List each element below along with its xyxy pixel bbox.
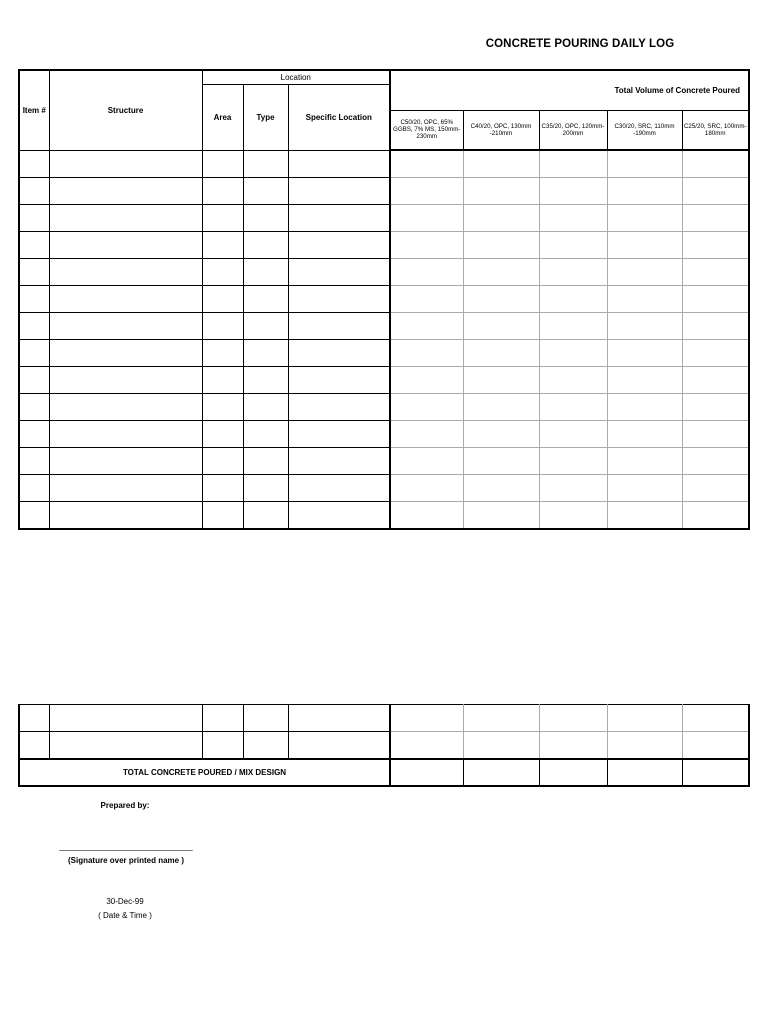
- cell-c35[interactable]: [539, 178, 607, 205]
- table-row: [19, 232, 749, 259]
- table-row: [19, 286, 749, 313]
- cell-specific-location[interactable]: [288, 205, 390, 232]
- cell-c35[interactable]: [539, 232, 607, 259]
- header-mix-c40: C40/20, OPC, 130mm -210mm: [463, 110, 539, 150]
- cell-item[interactable]: [19, 340, 49, 367]
- cell-specific-location[interactable]: [288, 340, 390, 367]
- cell-structure[interactable]: [49, 475, 202, 502]
- cell-c40[interactable]: [463, 313, 539, 340]
- cell-specific-location[interactable]: [288, 367, 390, 394]
- header-specific-location: Specific Location: [288, 84, 390, 150]
- log-rows-bottom: [19, 705, 749, 760]
- cell-c50[interactable]: [390, 705, 463, 732]
- cell-item[interactable]: [19, 232, 49, 259]
- cell-area[interactable]: [202, 394, 243, 421]
- table-row: [19, 205, 749, 232]
- cell-type[interactable]: [243, 367, 288, 394]
- cell-specific-location[interactable]: [288, 421, 390, 448]
- cell-structure[interactable]: [49, 205, 202, 232]
- cell-specific-location[interactable]: [288, 475, 390, 502]
- cell-area[interactable]: [202, 150, 243, 178]
- cell-area[interactable]: [202, 232, 243, 259]
- cell-type[interactable]: [243, 313, 288, 340]
- header-mix-c25: C25/20, SRC, 100mm-180mm: [682, 110, 749, 150]
- cell-c35[interactable]: [539, 475, 607, 502]
- log-table: [18, 69, 750, 530]
- cell-structure[interactable]: [49, 150, 202, 178]
- cell-structure[interactable]: [49, 421, 202, 448]
- cell-c35[interactable]: [539, 421, 607, 448]
- cell-item[interactable]: [19, 286, 49, 313]
- header-mix-c30: C30/20, SRC, 110mm -190mm: [607, 110, 682, 150]
- cell-structure[interactable]: [49, 340, 202, 367]
- table-row: [19, 475, 749, 502]
- cell-item[interactable]: [19, 178, 49, 205]
- cell-c30[interactable]: [607, 259, 682, 286]
- cell-type[interactable]: [243, 448, 288, 475]
- cell-c25[interactable]: [682, 394, 749, 421]
- prepared-by-label: Prepared by:: [100, 801, 150, 810]
- cell-specific-location[interactable]: [288, 705, 390, 732]
- cell-c30[interactable]: [607, 475, 682, 502]
- cell-area[interactable]: [202, 705, 243, 732]
- cell-c50[interactable]: [390, 475, 463, 502]
- cell-c50[interactable]: [390, 286, 463, 313]
- cell-specific-location[interactable]: [288, 448, 390, 475]
- total-cell-c40[interactable]: [463, 759, 539, 786]
- table-row: [19, 367, 749, 394]
- total-cell-c35[interactable]: [539, 759, 607, 786]
- cell-c35[interactable]: [539, 394, 607, 421]
- cell-c40[interactable]: [463, 448, 539, 475]
- table-row: [19, 705, 749, 732]
- cell-type[interactable]: [243, 178, 288, 205]
- cell-item[interactable]: [19, 150, 49, 178]
- cell-specific-location[interactable]: [288, 732, 390, 760]
- cell-c50[interactable]: [390, 232, 463, 259]
- cell-c35[interactable]: [539, 732, 607, 760]
- cell-structure[interactable]: [49, 313, 202, 340]
- header-mix-c50: C50/20, OPC, 65% GGBS, 7% MS, 150mm-230mm: [390, 110, 463, 150]
- cell-item[interactable]: [19, 367, 49, 394]
- cell-type[interactable]: [243, 394, 288, 421]
- cell-c50[interactable]: [390, 394, 463, 421]
- cell-type[interactable]: [243, 502, 288, 530]
- cell-item[interactable]: [19, 732, 49, 760]
- cell-c30[interactable]: [607, 150, 682, 178]
- cell-type[interactable]: [243, 732, 288, 760]
- log-table-bottom: [18, 704, 750, 787]
- cell-structure[interactable]: [49, 367, 202, 394]
- total-cell-c50[interactable]: [390, 759, 463, 786]
- cell-type[interactable]: [243, 286, 288, 313]
- cell-structure[interactable]: [49, 502, 202, 530]
- cell-c40[interactable]: [463, 732, 539, 760]
- cell-c50[interactable]: [390, 150, 463, 178]
- cell-c50[interactable]: [390, 502, 463, 530]
- cell-c25[interactable]: [682, 313, 749, 340]
- cell-c30[interactable]: [607, 340, 682, 367]
- cell-area[interactable]: [202, 205, 243, 232]
- cell-specific-location[interactable]: [288, 150, 390, 178]
- cell-type[interactable]: [243, 421, 288, 448]
- cell-c25[interactable]: [682, 421, 749, 448]
- table-row: [19, 502, 749, 530]
- cell-type[interactable]: [243, 475, 288, 502]
- cell-structure[interactable]: [49, 286, 202, 313]
- cell-structure[interactable]: [49, 448, 202, 475]
- cell-c40[interactable]: [463, 705, 539, 732]
- cell-c25[interactable]: [682, 367, 749, 394]
- cell-specific-location[interactable]: [288, 502, 390, 530]
- cell-c35[interactable]: [539, 313, 607, 340]
- cell-area[interactable]: [202, 286, 243, 313]
- cell-type[interactable]: [243, 705, 288, 732]
- cell-type[interactable]: [243, 340, 288, 367]
- cell-c35[interactable]: [539, 502, 607, 530]
- cell-structure[interactable]: [49, 259, 202, 286]
- cell-structure[interactable]: [49, 178, 202, 205]
- cell-structure[interactable]: [49, 394, 202, 421]
- cell-c40[interactable]: [463, 340, 539, 367]
- cell-c25[interactable]: [682, 705, 749, 732]
- cell-item[interactable]: [19, 313, 49, 340]
- cell-item[interactable]: [19, 475, 49, 502]
- table-row: [19, 150, 749, 178]
- cell-structure[interactable]: [49, 705, 202, 732]
- cell-specific-location[interactable]: [288, 178, 390, 205]
- cell-c30[interactable]: [607, 178, 682, 205]
- cell-c30[interactable]: [607, 313, 682, 340]
- cell-area[interactable]: [202, 475, 243, 502]
- cell-c50[interactable]: [390, 367, 463, 394]
- cell-area[interactable]: [202, 178, 243, 205]
- cell-c40[interactable]: [463, 150, 539, 178]
- cell-c30[interactable]: [607, 367, 682, 394]
- cell-area[interactable]: [202, 367, 243, 394]
- cell-c50[interactable]: [390, 340, 463, 367]
- header-structure: Structure: [49, 70, 202, 150]
- cell-c35[interactable]: [539, 705, 607, 732]
- cell-area[interactable]: [202, 340, 243, 367]
- cell-specific-location[interactable]: [288, 286, 390, 313]
- total-cell-c25[interactable]: [682, 759, 749, 786]
- cell-c40[interactable]: [463, 502, 539, 530]
- cell-c25[interactable]: [682, 178, 749, 205]
- cell-c25[interactable]: [682, 475, 749, 502]
- cell-c35[interactable]: [539, 205, 607, 232]
- cell-c35[interactable]: [539, 259, 607, 286]
- signature-caption: (Signature over printed name ): [67, 856, 185, 865]
- cell-area[interactable]: [202, 259, 243, 286]
- cell-type[interactable]: [243, 259, 288, 286]
- cell-area[interactable]: [202, 313, 243, 340]
- cell-c40[interactable]: [463, 367, 539, 394]
- cell-c50[interactable]: [390, 421, 463, 448]
- table-row: [19, 394, 749, 421]
- cell-c30[interactable]: [607, 286, 682, 313]
- table-row: [19, 340, 749, 367]
- cell-c30[interactable]: [607, 448, 682, 475]
- cell-c40[interactable]: [463, 286, 539, 313]
- cell-c50[interactable]: [390, 732, 463, 760]
- cell-c30[interactable]: [607, 732, 682, 760]
- date-caption: ( Date & Time ): [98, 911, 152, 920]
- cell-structure[interactable]: [49, 232, 202, 259]
- cell-c25[interactable]: [682, 732, 749, 760]
- cell-c30[interactable]: [607, 502, 682, 530]
- cell-c35[interactable]: [539, 150, 607, 178]
- table-row: [19, 421, 749, 448]
- header-item: Item #: [19, 70, 49, 150]
- cell-c35[interactable]: [539, 367, 607, 394]
- cell-c25[interactable]: [682, 448, 749, 475]
- cell-c25[interactable]: [682, 150, 749, 178]
- table-row: [19, 732, 749, 760]
- cell-type[interactable]: [243, 205, 288, 232]
- table-row: [19, 448, 749, 475]
- cell-c25[interactable]: [682, 502, 749, 530]
- cell-c40[interactable]: [463, 421, 539, 448]
- date-value: 30-Dec-99: [106, 897, 144, 906]
- table-row: [19, 259, 749, 286]
- cell-c40[interactable]: [463, 475, 539, 502]
- cell-item[interactable]: [19, 421, 49, 448]
- cell-item[interactable]: [19, 502, 49, 530]
- cell-type[interactable]: [243, 150, 288, 178]
- cell-c30[interactable]: [607, 705, 682, 732]
- cell-item[interactable]: [19, 259, 49, 286]
- total-label: TOTAL CONCRETE POURED / MIX DESIGN: [19, 759, 390, 786]
- cell-specific-location[interactable]: [288, 232, 390, 259]
- cell-c50[interactable]: [390, 259, 463, 286]
- table-row: [19, 178, 749, 205]
- header-total-volume: Total Volume of Concrete Poured: [390, 70, 749, 110]
- total-cell-c30[interactable]: [607, 759, 682, 786]
- cell-area[interactable]: [202, 448, 243, 475]
- cell-c30[interactable]: [607, 421, 682, 448]
- cell-c25[interactable]: [682, 232, 749, 259]
- cell-c50[interactable]: [390, 448, 463, 475]
- cell-structure[interactable]: [49, 732, 202, 760]
- cell-specific-location[interactable]: [288, 259, 390, 286]
- header-area: Area: [202, 84, 243, 150]
- cell-c35[interactable]: [539, 340, 607, 367]
- page-title: CONCRETE POURING DAILY LOG: [485, 38, 675, 50]
- table-row: [19, 313, 749, 340]
- cell-c30[interactable]: [607, 232, 682, 259]
- header-type: Type: [243, 84, 288, 150]
- cell-c40[interactable]: [463, 394, 539, 421]
- cell-specific-location[interactable]: [288, 313, 390, 340]
- cell-c30[interactable]: [607, 394, 682, 421]
- cell-type[interactable]: [243, 232, 288, 259]
- cell-c30[interactable]: [607, 205, 682, 232]
- cell-specific-location[interactable]: [288, 394, 390, 421]
- cell-c35[interactable]: [539, 286, 607, 313]
- log-rows: [19, 150, 749, 529]
- cell-c25[interactable]: [682, 205, 749, 232]
- cell-c50[interactable]: [390, 313, 463, 340]
- header-mix-c35: C35/20, OPC, 120mm-200mm: [539, 110, 607, 150]
- header-location: Location: [202, 70, 390, 84]
- signature-line: ______________________________: [59, 842, 193, 851]
- cell-c25[interactable]: [682, 340, 749, 367]
- cell-area[interactable]: [202, 502, 243, 530]
- cell-c25[interactable]: [682, 259, 749, 286]
- cell-area[interactable]: [202, 421, 243, 448]
- cell-item[interactable]: [19, 448, 49, 475]
- cell-c50[interactable]: [390, 178, 463, 205]
- cell-c40[interactable]: [463, 259, 539, 286]
- cell-item[interactable]: [19, 205, 49, 232]
- cell-c25[interactable]: [682, 286, 749, 313]
- cell-item[interactable]: [19, 394, 49, 421]
- cell-item[interactable]: [19, 705, 49, 732]
- cell-c40[interactable]: [463, 178, 539, 205]
- cell-c40[interactable]: [463, 232, 539, 259]
- cell-area[interactable]: [202, 732, 243, 760]
- cell-c50[interactable]: [390, 205, 463, 232]
- cell-c40[interactable]: [463, 205, 539, 232]
- cell-c35[interactable]: [539, 448, 607, 475]
